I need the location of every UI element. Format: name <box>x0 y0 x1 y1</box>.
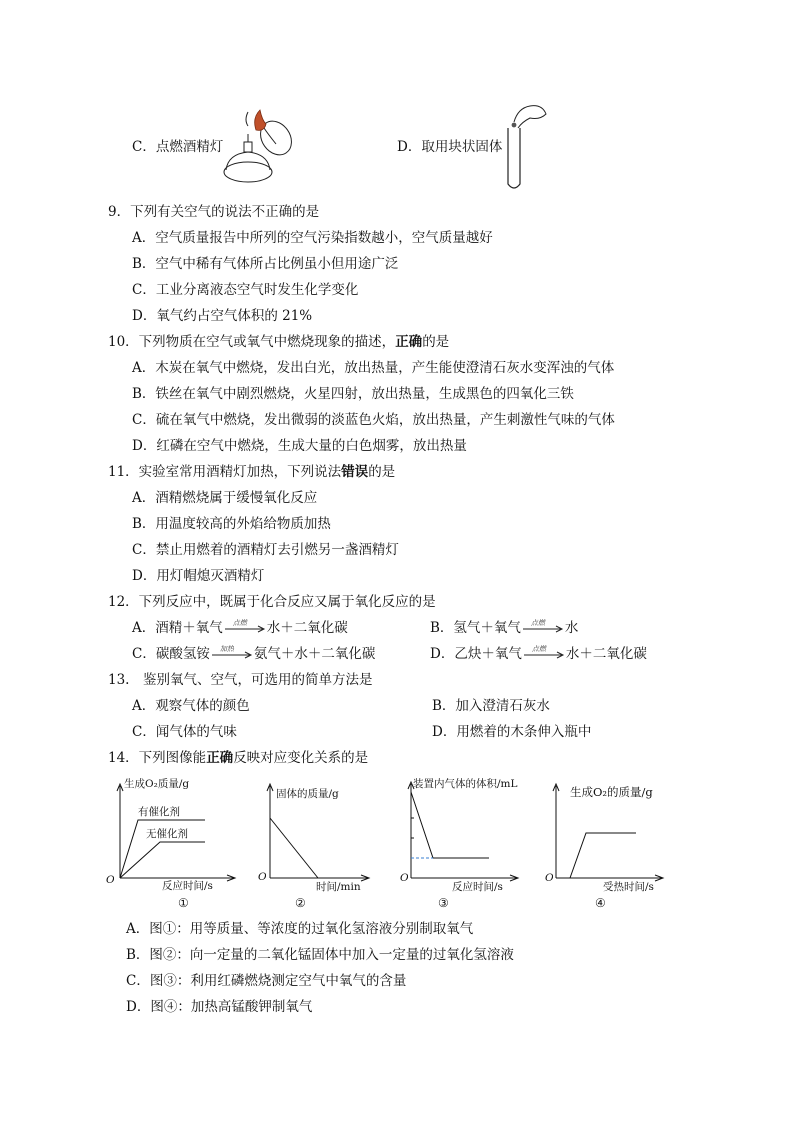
reaction-arrow <box>210 646 254 660</box>
q14-option-d: D．图④：加热高锰酸钾制氧气 <box>126 999 313 1015</box>
condition-heat: 加热 <box>219 645 234 653</box>
q11-option-d: D．用灯帽熄灭酒精灯 <box>132 568 265 584</box>
q11-option-a: A．酒精燃烧属于缓慢氧化反应 <box>132 490 318 506</box>
q10-stem-part3: 的是 <box>422 334 450 350</box>
reaction-arrow <box>521 620 565 634</box>
q11-option-b: B．用温度较高的外焰给物质加热 <box>132 516 331 532</box>
graph-3-axes <box>405 776 521 884</box>
graph-1-line-no-catalyst <box>120 842 205 878</box>
q9-option-a: A．空气质量报告中所列的空气污染指数越小，空气质量越好 <box>132 230 493 246</box>
condition-ignite: 点燃 <box>531 645 546 653</box>
q14-stem-part1: 14．下列图像能 <box>108 750 207 766</box>
q12-d-reactants: D．乙炔＋氧气 <box>430 646 522 662</box>
graph-2-origin: O <box>258 871 267 883</box>
q12-c-reactants: C．碳酸氢铵 <box>132 646 210 662</box>
q10-option-c: C．硫在氧气中燃烧，发出微弱的淡蓝色火焰，放出热量，产生刺激性气味的气体 <box>132 412 615 428</box>
graph-1-xlabel: 反应时间/s <box>162 880 213 892</box>
q9-option-d: D．氧气约占空气体积的 21% <box>132 308 313 324</box>
q10-option-b: B．铁丝在氧气中剧烈燃烧，火星四射，放出热量，生成黑色的四氧化三铁 <box>132 386 574 402</box>
graph-2-line <box>270 818 318 878</box>
q12-option-b <box>430 619 578 637</box>
graph-4-xlabel: 受热时间/s <box>603 881 654 893</box>
q9-option-b: B．空气中稀有气体所占比例虽小但用途广泛 <box>132 256 399 272</box>
q12-option-c <box>132 645 375 663</box>
graph-2-xlabel: 时间/min <box>316 881 361 893</box>
alcohol-lamp-lighting-illustration <box>218 104 298 186</box>
option-c-label: C．点燃酒精灯 <box>132 139 224 155</box>
option-d-label: D．取用块状固体 <box>397 139 503 155</box>
q9-stem: 9．下列有关空气的说法不正确的是 <box>108 204 320 220</box>
graph-2-number: ② <box>295 896 306 910</box>
q12-a-reactants: A．酒精＋氧气 <box>132 620 223 636</box>
graph-4-origin: O <box>545 872 554 884</box>
q11-option-c: C．禁止用燃着的酒精灯去引燃另一盏酒精灯 <box>132 542 399 558</box>
q12-option-a <box>132 619 348 637</box>
graph-4-ylabel: 生成O₂的质量/g <box>570 785 653 799</box>
q10-stem-part1: 10．下列物质在空气或氧气中燃烧现象的描述， <box>108 334 396 350</box>
q14-option-a: A．图①：用等质量、等浓度的过氧化氢溶液分别制取氧气 <box>126 921 474 937</box>
graph-1-line1-label: 有催化剂 <box>138 806 180 818</box>
graph-1-line2-label: 无催化剂 <box>146 828 188 840</box>
graph-3-origin: O <box>400 872 409 884</box>
graph-3-xlabel: 反应时间/s <box>452 881 503 893</box>
q13-option-a: A．观察气体的颜色 <box>132 698 250 714</box>
condition-ignite: 点燃 <box>232 619 247 627</box>
q13-option-b: B．加入澄清石灰水 <box>432 698 550 714</box>
graph-1-origin: O <box>106 874 115 886</box>
reaction-arrow <box>223 620 267 634</box>
q14-stem <box>108 749 368 767</box>
reaction-arrow <box>522 646 566 660</box>
graph-4-number: ④ <box>595 896 606 910</box>
q12-c-products: 氨气＋水＋二氧化碳 <box>253 646 376 662</box>
q10-stem <box>108 333 449 351</box>
graph-1-ylabel: 生成O₂质量/g <box>124 778 190 790</box>
q9-option-c: C．工业分离液态空气时发生化学变化 <box>132 282 359 298</box>
graph-4-line <box>570 833 636 878</box>
graph-2-ylabel: 固体的质量/g <box>276 788 339 800</box>
q14-option-c: C．图③：利用红磷燃烧测定空气中氧气的含量 <box>126 973 407 989</box>
q11-stem-part3: 的是 <box>368 464 396 480</box>
q14-option-b: B．图②：向一定量的二氧化锰固体中加入一定量的过氧化氢溶液 <box>126 947 514 963</box>
q12-d-products: 水＋二氧化碳 <box>565 646 647 662</box>
graph-3-line <box>411 792 489 858</box>
q12-a-products: 水＋二氧化碳 <box>266 620 348 636</box>
q14-stem-part3: 反映对应变化关系的是 <box>233 750 369 766</box>
test-tube-solid-illustration <box>500 100 550 192</box>
q11-stem-part1: 11．实验室常用酒精灯加热，下列说法 <box>108 464 342 480</box>
q12-b-reactants: B．氢气＋氧气 <box>430 620 521 636</box>
q10-stem-emphasis: 正确 <box>395 334 423 350</box>
q12-b-products: 水 <box>564 620 579 636</box>
q13-option-c: C．闻气体的气味 <box>132 724 237 740</box>
q12-stem: 12．下列反应中，既属于化合反应又属于氧化反应的是 <box>108 594 436 610</box>
graph-3-number: ③ <box>438 896 449 910</box>
q12-option-d <box>430 645 647 663</box>
q14-stem-emphasis: 正确 <box>206 750 234 766</box>
q11-stem <box>108 463 395 481</box>
q10-option-a: A．木炭在氧气中燃烧，发出白光，放出热量，产生能使澄清石灰水变浑浊的气体 <box>132 360 615 376</box>
condition-ignite: 点燃 <box>530 619 545 627</box>
q13-option-d: D．用燃着的木条伸入瓶中 <box>432 724 592 740</box>
graph-3-ylabel: 装置内气体的体积/mL <box>413 778 518 790</box>
graph-1-number: ① <box>178 896 189 910</box>
q11-stem-emphasis: 错误 <box>341 464 369 480</box>
q10-option-d: D．红磷在空气中燃烧，生成大量的白色烟雾，放出热量 <box>132 438 467 454</box>
q13-stem: 13. 鉴别氧气、空气，可选用的简单方法是 <box>108 672 373 688</box>
